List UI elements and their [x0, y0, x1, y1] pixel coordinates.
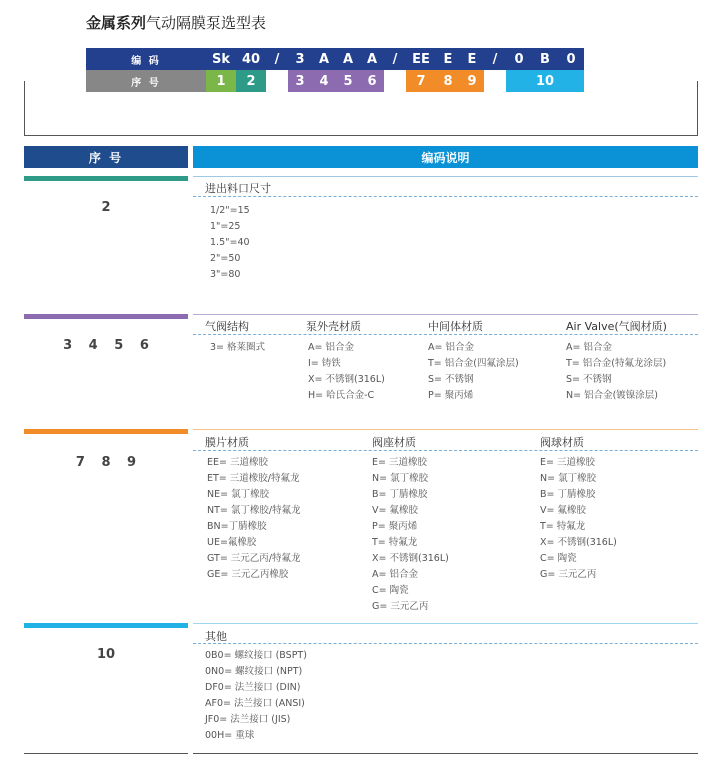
section-789-bar	[24, 429, 188, 434]
section-789-list-2	[372, 455, 449, 615]
list-item: UE=氟橡胶	[207, 537, 257, 548]
code-cell: A	[318, 51, 330, 67]
code-separator: /	[492, 51, 498, 67]
title-bold: 金属系列	[86, 14, 147, 32]
seq-row-header: 序 号	[86, 70, 206, 92]
code-cell: E	[467, 51, 477, 67]
list-item: B= 丁腈橡胶	[540, 489, 596, 500]
section-789-col-title: 阀球材质	[540, 436, 584, 449]
section-10-list	[205, 648, 307, 744]
list-item: 1"=25	[210, 221, 241, 232]
list-item: A= 铝合金	[308, 342, 354, 353]
list-item: I= 铸铁	[308, 358, 341, 369]
list-item: X= 不锈钢(316L)	[372, 553, 449, 564]
section-10-top-line	[193, 623, 698, 624]
list-item: 1.5"=40	[210, 237, 250, 248]
section-2-top-line	[193, 176, 698, 177]
table-header-desc: 编码说明	[193, 146, 698, 168]
seq-cell: 8	[436, 70, 460, 92]
list-item: JF0= 法兰接口 (JIS)	[205, 714, 291, 725]
section-2-title: 进出料口尺寸	[205, 182, 271, 195]
list-item: S= 不锈钢	[428, 374, 474, 385]
list-item: P= 聚丙烯	[372, 521, 418, 532]
seq-cell: 4	[312, 70, 336, 92]
list-item: 0B0= 螺纹接口 (BSPT)	[205, 650, 307, 661]
list-item: V= 氟橡胶	[540, 505, 586, 516]
section-10-bar	[24, 623, 188, 628]
section-789-seq: 7 8 9	[75, 455, 137, 470]
list-item: B= 丁腈橡胶	[372, 489, 428, 500]
list-item: N= 铝合金(镀镍涂层)	[566, 390, 658, 401]
page-title	[86, 12, 266, 33]
list-item: H= 哈氏合金-C	[308, 390, 375, 401]
section-3456-col-title: 气阀结构	[205, 320, 249, 333]
section-2-list	[210, 203, 250, 283]
list-item: 3"=80	[210, 269, 241, 280]
list-item: AF0= 法兰接口 (ANSI)	[205, 698, 305, 709]
list-item: C= 陶瓷	[372, 585, 409, 596]
list-item: X= 不锈钢(316L)	[308, 374, 385, 385]
section-3456-top-line	[193, 314, 698, 315]
list-item: 0N0= 螺纹接口 (NPT)	[205, 666, 303, 677]
section-789-col-title: 阀座材质	[372, 436, 416, 449]
list-item: T= 铝合金(特氟龙涂层)	[566, 358, 667, 369]
code-cell: 0	[566, 51, 576, 67]
section-789-list-1	[207, 455, 301, 583]
section-3456-divider	[193, 334, 698, 335]
table-header-seq: 序 号	[24, 146, 188, 168]
code-cell: A	[342, 51, 354, 67]
seq-cell: 2	[236, 70, 266, 92]
list-item: 3= 格莱圈式	[210, 342, 266, 353]
code-separator: /	[392, 51, 398, 67]
list-item: NE= 氯丁橡胶	[207, 489, 270, 500]
list-item: N= 氯丁橡胶	[372, 473, 429, 484]
section-3456-col-title: 中间体材质	[428, 320, 483, 333]
list-item: NT= 氯丁橡胶/特氟龙	[207, 505, 301, 516]
code-cell: A	[366, 51, 378, 67]
seq-cell: 10	[506, 70, 584, 92]
list-item: 2"=50	[210, 253, 241, 264]
list-item: A= 铝合金	[566, 342, 612, 353]
list-item: DF0= 法兰接口 (DIN)	[205, 682, 301, 693]
section-10-divider	[193, 643, 698, 644]
seq-cell: 9	[460, 70, 484, 92]
seq-cell: 7	[406, 70, 436, 92]
section-3456-col-title: 泵外壳材质	[306, 320, 361, 333]
list-item: P= 聚丙烯	[428, 390, 474, 401]
seq-cell: 3	[288, 70, 312, 92]
seq-cell: 6	[360, 70, 384, 92]
section-789-col-title: 膜片材质	[205, 436, 249, 449]
list-item: E= 三道橡胶	[540, 457, 595, 468]
section-3456-list-3	[428, 340, 519, 404]
list-item: BN=丁腈橡胶	[207, 521, 267, 532]
list-item: T= 特氟龙	[540, 521, 586, 532]
section-2-seq: 2	[101, 200, 111, 215]
seq-cell: 1	[206, 70, 236, 92]
list-item: N= 氯丁橡胶	[540, 473, 597, 484]
section-3456-list-2	[308, 340, 385, 404]
section-3456-seq: 3 4 5 6	[63, 338, 149, 353]
code-cell: B	[540, 51, 550, 67]
list-item: T= 铝合金(四氟涂层)	[428, 358, 519, 369]
list-item: E= 三道橡胶	[372, 457, 427, 468]
list-item: T= 特氟龙	[372, 537, 418, 548]
code-cell: 3	[295, 51, 305, 67]
section-789-list-3	[540, 455, 617, 583]
code-row-header: 编 码	[131, 55, 161, 67]
code-cell: EE	[412, 51, 430, 67]
section-3456-list-4	[566, 340, 666, 404]
section-3456-list-1	[210, 340, 265, 356]
section-10-title: 其他	[205, 630, 227, 643]
section-2-bar	[24, 176, 188, 181]
list-item: ET= 三道橡胶/特氟龙	[207, 473, 300, 484]
list-item: A= 铝合金	[372, 569, 418, 580]
title-rest: 气动隔膜泵选型表	[146, 14, 267, 32]
code-cell: 40	[241, 51, 261, 67]
section-3456-col-title: Air Valve(气阀材质)	[566, 320, 667, 333]
list-item: G= 三元乙丙	[372, 601, 429, 612]
section-10-seq: 10	[96, 647, 116, 662]
bottom-rule-right	[193, 753, 698, 754]
list-item: GT= 三元乙丙/特氟龙	[207, 553, 301, 564]
section-3456-bar	[24, 314, 188, 319]
code-cell: Sk	[211, 51, 230, 67]
list-item: 00H= 重球	[205, 730, 255, 741]
list-item: A= 铝合金	[428, 342, 474, 353]
code-cell: 0	[514, 51, 524, 67]
list-item: X= 不锈钢(316L)	[540, 537, 617, 548]
list-item: EE= 三道橡胶	[207, 457, 268, 468]
code-row	[86, 48, 584, 70]
section-789-top-line	[193, 429, 698, 430]
list-item: G= 三元乙丙	[540, 569, 597, 580]
list-item: 1/2"=15	[210, 205, 250, 216]
list-item: GE= 三元乙丙橡胶	[207, 569, 289, 580]
seq-cell: 5	[336, 70, 360, 92]
section-789-divider	[193, 450, 698, 451]
code-separator: /	[274, 51, 280, 67]
bottom-rule-left	[24, 753, 188, 754]
list-item: S= 不锈钢	[566, 374, 612, 385]
note-box	[24, 81, 698, 136]
section-2-divider	[193, 196, 698, 197]
list-item: V= 氟橡胶	[372, 505, 418, 516]
list-item: C= 陶瓷	[540, 553, 577, 564]
code-cell: E	[443, 51, 453, 67]
